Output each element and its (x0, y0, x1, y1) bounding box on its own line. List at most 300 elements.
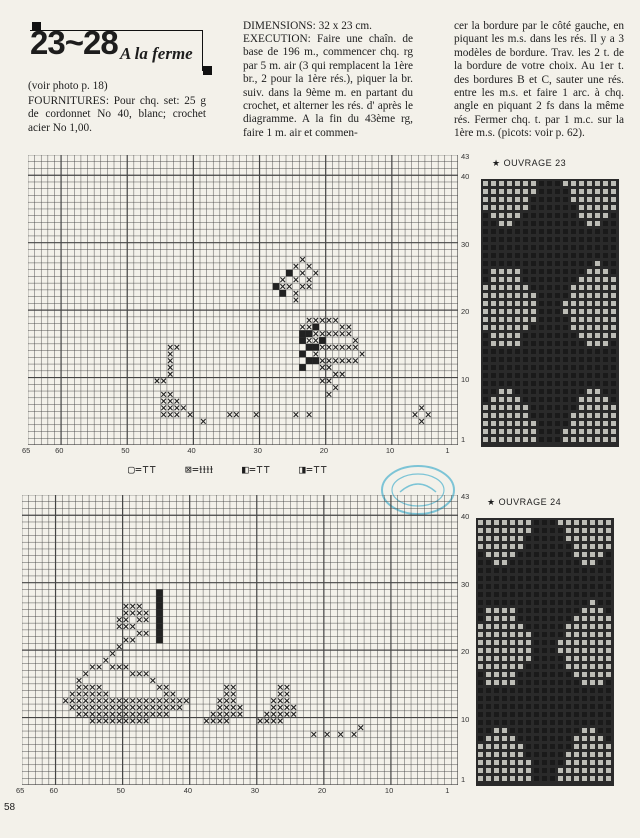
stitch-cross (130, 611, 135, 616)
photo-reference: (voir photo p. 18) (28, 80, 108, 92)
stitch-cross (211, 719, 216, 724)
stitch-cross (188, 412, 193, 417)
legend-item-empty: ▢=⊤⊤ (128, 463, 157, 476)
stitch-cross (130, 671, 135, 676)
stitch-cross (155, 379, 160, 384)
stitch-cross (291, 712, 296, 717)
crochet-photo-24 (476, 518, 614, 786)
x-tick-label: 1 (445, 786, 450, 795)
stitch-solid (306, 357, 313, 364)
border-text: cer la bordure par le côté gauche, en piquant les m.s. dans les rés. Il y a 3 modèles de bordure. Trav. les 2 t. de la bordure de votre choix. Au 1er t. des bordures B et C, sauter une rés. entre les m.s. et faire 1 arc. à chq. angle en piquant 2 fs dans la même rés. Fermer chq. t. par 1 m.c. sur la 1ère m.s. (picots: voir p. 62). (454, 20, 624, 140)
stitch-cross (419, 406, 424, 411)
stitch-cross (144, 671, 149, 676)
stitch-solid (156, 610, 163, 617)
stitch-cross (320, 365, 325, 370)
stitch-cross (313, 338, 318, 343)
stitch-solid (306, 344, 313, 351)
stitch-cross (90, 698, 95, 703)
stitch-cross (278, 698, 283, 703)
stitch-cross (327, 392, 332, 397)
stitch-cross (327, 365, 332, 370)
stitch-cross (175, 406, 180, 411)
stitch-cross (168, 392, 173, 397)
stitch-cross (340, 331, 345, 336)
stitch-cross (168, 372, 173, 377)
stitch-cross (327, 345, 332, 350)
stitch-cross (97, 685, 102, 690)
execution-text: EXECUTION: Faire une chaîn. de base de 196 m., commencer chq. rg par 5 m. air (3 qui remplacent la 1ère br., 2 pour la 1ère rés.), piquer la br. suiv. dans la 9ème m. en partant du crochet, et alterner les rés. d' après le diagramme. A la fin du 43ème rg, faire 1 m. air et commen- (243, 33, 413, 139)
stitch-cross (103, 719, 108, 724)
stitch-cross (157, 698, 162, 703)
stitch-cross (287, 284, 292, 289)
stitch-cross (231, 698, 236, 703)
stitch-cross (313, 318, 318, 323)
stitch-cross (168, 358, 173, 363)
stitch-cross (168, 406, 173, 411)
stitch-cross (77, 678, 82, 683)
stitch-cross (117, 665, 122, 670)
stitch-solid (156, 637, 163, 644)
stitch-cross (97, 665, 102, 670)
stitch-cross (161, 412, 166, 417)
stitch-cross (124, 604, 129, 609)
stitch-cross (130, 719, 135, 724)
crochet-chart-24 (22, 495, 458, 785)
stitch-cross (171, 705, 176, 710)
y-tick-label: 43 (461, 152, 470, 161)
stitch-cross (419, 419, 424, 424)
stitch-cross (137, 698, 142, 703)
stitch-cross (83, 712, 88, 717)
stitch-cross (271, 698, 276, 703)
stitch-cross (320, 331, 325, 336)
stitch-cross (137, 705, 142, 710)
x-tick-label: 20 (319, 446, 329, 455)
stitch-cross (124, 698, 129, 703)
stitch-cross (103, 712, 108, 717)
supplies-text: FOURNITURES: Pour chq. set: 25 g de cordonnet No 40, blanc; crochet acier No 1,00. (28, 95, 206, 134)
stitch-cross (358, 725, 363, 730)
stitch-cross (168, 399, 173, 404)
stitch-cross (333, 318, 338, 323)
stitch-cross (313, 352, 318, 357)
stitch-solid (312, 357, 319, 364)
stitch-cross (360, 352, 365, 357)
stitch-cross (117, 617, 122, 622)
stitch-solid (299, 330, 306, 337)
stitch-cross (307, 284, 312, 289)
stitch-cross (157, 685, 162, 690)
stitch-cross (218, 705, 223, 710)
stitch-cross (300, 284, 305, 289)
stitch-cross (291, 705, 296, 710)
stitch-cross (177, 705, 182, 710)
x-tick-label: 20 (317, 786, 327, 795)
stitch-cross (340, 345, 345, 350)
stitch-cross (320, 379, 325, 384)
stitch-cross (164, 685, 169, 690)
x-tick-label: 40 (183, 786, 193, 795)
stitch-cross (300, 271, 305, 276)
stitch-cross (117, 705, 122, 710)
stitch-cross (300, 257, 305, 262)
stitch-cross (117, 719, 122, 724)
y-tick-label: 43 (461, 492, 470, 501)
y-tick-label: 20 (461, 647, 470, 657)
x-tick-label: 65 (22, 446, 31, 455)
stitch-cross (204, 719, 209, 724)
legend-item-cross: ⊠=ⱡⱡⱡⱡ (185, 463, 214, 476)
stitch-cross (144, 617, 149, 622)
stitch-cross (224, 685, 229, 690)
chart-24-caption: ★ OUVRAGE 24 (487, 497, 562, 507)
x-tick-label: 50 (121, 446, 130, 455)
stitch-cross (168, 412, 173, 417)
stitch-cross (90, 712, 95, 717)
stitch-cross (164, 712, 169, 717)
x-tick-label: 30 (253, 446, 262, 455)
stitch-cross (340, 358, 345, 363)
stitch-cross (224, 719, 229, 724)
stitch-cross (97, 705, 102, 710)
stitch-cross (110, 698, 115, 703)
stitch-cross (117, 624, 122, 629)
stitch-cross (70, 698, 75, 703)
stitch-cross (63, 698, 68, 703)
stitch-cross (168, 365, 173, 370)
filet-texture (476, 518, 614, 786)
x-tick-label: 65 (16, 786, 25, 795)
stitch-cross (83, 692, 88, 697)
stitch-cross (184, 698, 189, 703)
stitch-solid (156, 603, 163, 610)
stitch-cross (271, 719, 276, 724)
stitch-cross (218, 698, 223, 703)
stitch-cross (307, 264, 312, 269)
stitch-cross (124, 712, 129, 717)
stitch-cross (137, 604, 142, 609)
stitch-cross (218, 712, 223, 717)
stitch-cross (83, 671, 88, 676)
stitch-cross (264, 719, 269, 724)
y-tick-label: 10 (461, 374, 470, 384)
stitch-cross (137, 611, 142, 616)
stitch-cross (175, 412, 180, 417)
stitch-cross (224, 698, 229, 703)
stitch-cross (327, 379, 332, 384)
stitch-cross (161, 406, 166, 411)
stitch-cross (144, 631, 149, 636)
stitch-cross (168, 352, 173, 357)
stitch-cross (110, 712, 115, 717)
stitch-cross (264, 712, 269, 717)
stitch-solid (156, 596, 163, 603)
stitch-cross (124, 617, 129, 622)
stitch-cross (352, 732, 357, 737)
stitch-cross (181, 406, 186, 411)
legend-item-left: ◧=⊤⊤ (241, 463, 271, 476)
stitch-cross (90, 685, 95, 690)
stitch-cross (271, 705, 276, 710)
stitch-cross (124, 665, 129, 670)
stitch-cross (77, 705, 82, 710)
stitch-cross (307, 338, 312, 343)
stitch-cross (234, 412, 239, 417)
stitch-cross (157, 705, 162, 710)
stitch-cross (110, 665, 115, 670)
stitch-cross (294, 412, 299, 417)
stitch-cross (164, 692, 169, 697)
stitch-cross (258, 719, 263, 724)
y-tick-label: 10 (461, 714, 470, 724)
pattern-number: 23~28 (30, 24, 118, 61)
stitch-cross (110, 651, 115, 656)
stitch-solid (286, 270, 293, 277)
stitch-cross (338, 732, 343, 737)
stitch-cross (211, 712, 216, 717)
x-tick-label: 10 (385, 446, 395, 455)
stitch-cross (285, 698, 290, 703)
pattern-title: A la ferme (120, 44, 193, 63)
stitch-cross (327, 331, 332, 336)
stitch-cross (278, 712, 283, 717)
y-tick-label: 40 (461, 512, 470, 522)
stitch-cross (157, 712, 162, 717)
stitch-cross (413, 412, 418, 417)
stitch-cross (294, 277, 299, 282)
y-tick-label: 40 (461, 172, 470, 182)
y-tick-label: 1 (461, 435, 466, 445)
stitch-cross (137, 671, 142, 676)
stitch-cross (103, 705, 108, 710)
stitch-cross (117, 644, 122, 649)
stitch-cross (144, 698, 149, 703)
stitch-cross (97, 719, 102, 724)
stitch-cross (137, 719, 142, 724)
stitch-cross (201, 419, 206, 424)
stitch-cross (238, 705, 243, 710)
stitch-cross (347, 325, 352, 330)
stitch-cross (231, 705, 236, 710)
stitch-cross (137, 712, 142, 717)
stitch-cross (90, 665, 95, 670)
stitch-cross (294, 264, 299, 269)
stitch-solid (312, 344, 319, 351)
stitch-cross (333, 345, 338, 350)
stitch-cross (117, 698, 122, 703)
stitch-cross (231, 712, 236, 717)
stitch-cross (333, 331, 338, 336)
stitch-cross (130, 604, 135, 609)
stitch-cross (285, 705, 290, 710)
stitch-cross (311, 732, 316, 737)
stitch-cross (90, 692, 95, 697)
crochet-chart-23 (28, 155, 458, 445)
stitch-solid (273, 283, 280, 290)
chart-23-caption: ★ OUVRAGE 23 (492, 158, 567, 168)
stitch-cross (307, 412, 312, 417)
y-tick-label: 30 (461, 239, 470, 249)
stitch-cross (110, 705, 115, 710)
stitch-cross (300, 325, 305, 330)
filet-texture (481, 179, 619, 447)
x-tick-label: 40 (187, 446, 196, 455)
stitch-cross (150, 712, 155, 717)
stitch-cross (97, 712, 102, 717)
x-tick-label: 60 (55, 446, 64, 455)
stitch-cross (340, 325, 345, 330)
legend-item-right: ◨=⊤⊤ (298, 463, 328, 476)
stitch-cross (278, 685, 283, 690)
title-corner-mark-2 (203, 66, 212, 75)
y-tick-label: 30 (461, 579, 470, 589)
stitch-solid (299, 337, 306, 344)
stitch-cross (307, 277, 312, 282)
stitch-cross (231, 685, 236, 690)
stitch-cross (254, 412, 259, 417)
stitch-cross (278, 705, 283, 710)
stitch-cross (77, 712, 82, 717)
x-tick-label: 30 (250, 786, 260, 795)
stitch-cross (150, 705, 155, 710)
stitch-cross (161, 392, 166, 397)
stitch-solid (299, 351, 306, 358)
y-tick-label: 1 (461, 775, 466, 785)
stitch-cross (124, 638, 129, 643)
stitch-cross (130, 698, 135, 703)
stitch-cross (175, 345, 180, 350)
stitch-cross (325, 732, 330, 737)
stitch-cross (426, 412, 431, 417)
stitch-cross (164, 705, 169, 710)
stitch-cross (224, 712, 229, 717)
stitch-cross (130, 624, 135, 629)
page-number: 58 (4, 802, 16, 813)
stitch-cross (103, 658, 108, 663)
stitch-cross (97, 698, 102, 703)
stitch-cross (307, 318, 312, 323)
stitch-cross (353, 338, 358, 343)
stitch-cross (294, 291, 299, 296)
stitch-solid (319, 337, 326, 344)
stitch-cross (333, 358, 338, 363)
stitch-cross (327, 358, 332, 363)
stitch-cross (83, 685, 88, 690)
stitch-solid (156, 589, 163, 596)
stitch-cross (144, 705, 149, 710)
stitch-cross (347, 358, 352, 363)
stitch-cross (313, 331, 318, 336)
stitch-cross (278, 719, 283, 724)
stitch-cross (177, 698, 182, 703)
stitch-cross (347, 331, 352, 336)
stitch-cross (285, 692, 290, 697)
stitch-cross (333, 385, 338, 390)
stitch-solid (156, 616, 163, 623)
stitch-cross (320, 345, 325, 350)
stitch-cross (353, 358, 358, 363)
stitch-cross (231, 692, 236, 697)
stitch-cross (175, 399, 180, 404)
stitch-solid (156, 623, 163, 630)
stitch-cross (137, 617, 142, 622)
stitch-cross (340, 372, 345, 377)
stitch-cross (307, 325, 312, 330)
stitch-cross (124, 611, 129, 616)
stitch-cross (77, 698, 82, 703)
x-tick-label: 10 (384, 786, 394, 795)
stitch-cross (353, 345, 358, 350)
stitch-cross (171, 698, 176, 703)
x-tick-label: 1 (445, 446, 450, 455)
stitch-cross (320, 318, 325, 323)
stitch-cross (90, 705, 95, 710)
stitch-cross (144, 712, 149, 717)
stitch-cross (347, 345, 352, 350)
stitch-cross (77, 692, 82, 697)
stitch-cross (285, 712, 290, 717)
stitch-cross (313, 271, 318, 276)
stitch-cross (150, 678, 155, 683)
stitch-cross (110, 719, 115, 724)
stitch-cross (224, 705, 229, 710)
stitch-cross (278, 692, 283, 697)
stitch-cross (227, 412, 232, 417)
stitch-cross (171, 692, 176, 697)
stitch-cross (285, 685, 290, 690)
stitch-cross (224, 692, 229, 697)
stitch-cross (294, 298, 299, 303)
stitch-solid (279, 290, 286, 297)
stitch-cross (130, 638, 135, 643)
stitch-cross (333, 372, 338, 377)
crochet-photo-23 (481, 179, 619, 447)
stitch-cross (218, 719, 223, 724)
stitch-cross (124, 719, 129, 724)
stitch-cross (280, 277, 285, 282)
stitch-cross (103, 692, 108, 697)
stitch-cross (124, 624, 129, 629)
stitch-cross (320, 358, 325, 363)
stitch-cross (70, 705, 75, 710)
stitch-cross (161, 379, 166, 384)
stitch-solid (312, 324, 319, 331)
stitch-cross (70, 692, 75, 697)
x-tick-label: 60 (49, 786, 58, 795)
stitch-cross (124, 705, 129, 710)
stitch-cross (137, 631, 142, 636)
stitch-cross (150, 698, 155, 703)
stitch-cross (161, 399, 166, 404)
stitch-solid (156, 630, 163, 637)
stitch-solid (299, 364, 306, 371)
stitch-cross (144, 611, 149, 616)
stitch-cross (168, 345, 173, 350)
stitch-cross (280, 284, 285, 289)
stitch-cross (271, 712, 276, 717)
stitch-cross (83, 698, 88, 703)
stitch-cross (77, 685, 82, 690)
stitch-cross (103, 698, 108, 703)
stitch-cross (130, 712, 135, 717)
symbol-legend (128, 463, 327, 476)
x-tick-label: 50 (116, 786, 125, 795)
stitch-cross (97, 692, 102, 697)
stitch-cross (164, 698, 169, 703)
stitch-cross (238, 712, 243, 717)
dimensions-text: DIMENSIONS: 32 x 23 cm. (243, 20, 372, 32)
stitch-cross (117, 712, 122, 717)
